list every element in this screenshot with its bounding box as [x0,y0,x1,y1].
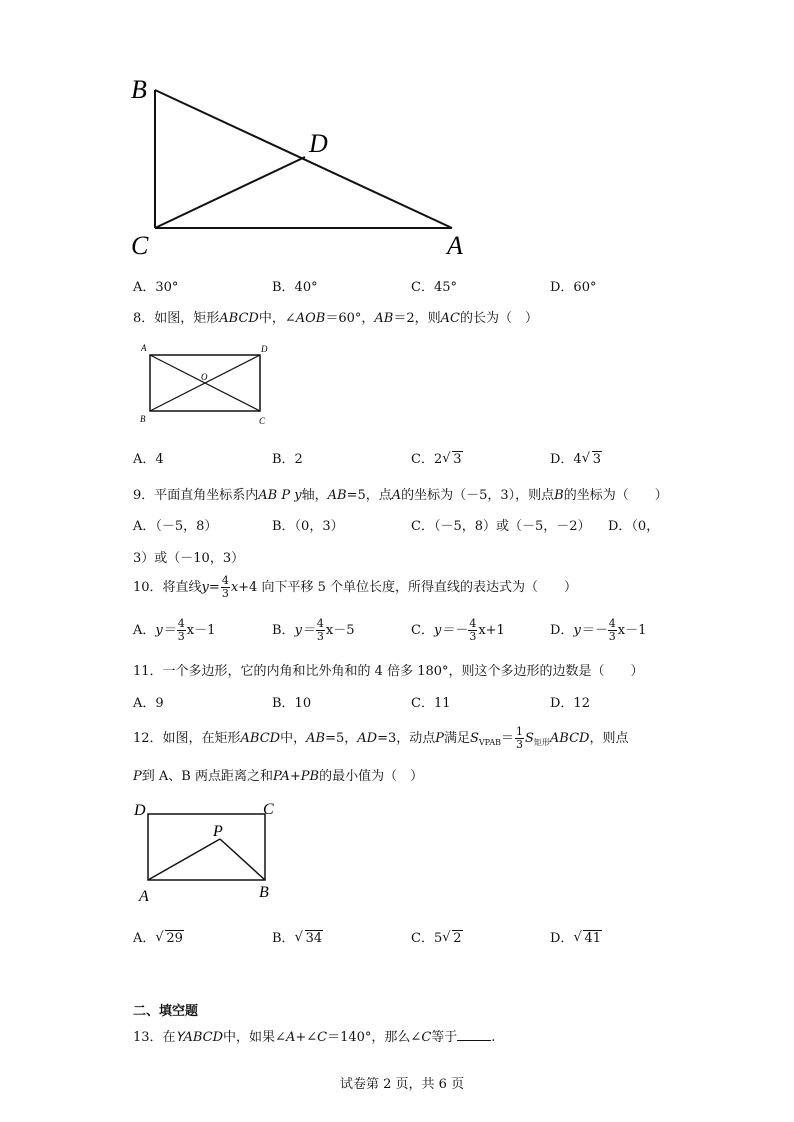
q12-text: =3，动点 [377,731,436,746]
expr: x+1 [478,623,505,638]
q8-var: AB [374,311,394,326]
q13-text: 13．在 [133,1030,176,1045]
option-label: D． [550,623,574,638]
radicand: 34 [305,931,323,946]
q8-text: 的长为（ ） [459,311,538,326]
q12-text: =5， [325,731,358,746]
denominator: 3 [469,630,477,643]
q12-text: 中， [280,731,307,746]
q8-var: AC [440,311,460,326]
q8-option-b: B．2 [272,452,303,467]
q12-option-b [272,927,323,946]
q12-text: 满足 [443,731,470,746]
q9-var: B [554,488,564,503]
option-label: A． [133,623,156,638]
q10-var: x [230,580,239,595]
q9-option-c: C．（－5，8）或（－5，－2） [411,519,591,534]
q9-option-a: A．（－5，8） [133,519,218,534]
q8-text: ＝2，则 [393,311,441,326]
label-B: B [131,75,147,104]
radicand: 3 [592,452,601,467]
numerator: 4 [469,617,477,630]
q9-text: =5，点 [346,488,392,503]
q11-option-d: D．12 [550,696,590,711]
q12-text: 到 A、B 两点距离之和 [141,769,273,784]
radicand: 3 [453,452,462,467]
q12-var: P [435,731,444,746]
label-B: B [259,884,269,901]
q13-var: C [421,1030,432,1045]
q10-option-d [550,618,646,643]
q8-option-c-text: C．2 [411,452,443,467]
option-label: B． [272,623,295,638]
q9-text: 9．平面直角坐标系内 [133,488,259,503]
denominator: 3 [177,630,185,643]
radicand: 41 [584,931,601,946]
q13-text: 中，如果∠ [223,1030,286,1045]
question-13 [133,1026,495,1045]
q9-var: A [391,488,402,503]
sqrt-symbol [155,931,184,946]
q9-option-d: D．（0， [608,519,660,534]
q10-option-c [411,618,505,643]
numerator: 1 [516,725,524,738]
q8-var: AOB [295,311,326,326]
expr: x－1 [617,623,647,638]
rectangle-figure-q12 [128,795,288,905]
q8-text: 8．如图，矩形 [133,311,220,326]
option-label: D． [550,931,574,946]
sqrt-symbol [573,931,602,946]
question-8 [133,307,538,326]
question-10 [133,575,577,600]
section-heading: 二、填空题 [133,1004,199,1019]
label-A: A [141,343,147,353]
q13-text: . [491,1030,496,1045]
label-D: D [309,129,328,158]
q12-text: ，则点 [589,731,629,746]
question-12-line2 [133,765,423,784]
q11-option-b: B．10 [272,696,312,711]
answer-blank [457,1028,491,1041]
radicand: 29 [166,931,183,946]
q7-option-b: B．40° [272,280,318,295]
label-A: A [447,231,463,260]
q8-option-c [411,448,463,467]
q10-text: = [208,580,220,595]
q9-text: 的坐标为（－5，3），则点 [401,488,555,503]
q8-option-a: A．4 [133,452,164,467]
q12-var: AB [306,731,326,746]
rectangle-figure-q8 [135,340,275,430]
expr: y＝－ [573,623,607,638]
q11-option-c: C．11 [411,696,451,711]
sqrt-symbol [582,452,602,467]
q9-text: 的坐标为（ ） [563,488,668,503]
q9-option-b: B．（0，3） [272,519,344,534]
subscript: VPAB [478,738,501,747]
q7-option-c: C．45° [411,280,457,295]
subscript: 矩形 [533,738,550,747]
q7-option-d: D．60° [550,280,597,295]
q13-text: +∠ [295,1030,318,1045]
q12-var: PA+PB [272,769,320,784]
label-C: C [259,416,266,426]
label-B: B [140,414,146,424]
q12-var: AD [357,731,378,746]
option-label: A． [133,931,156,946]
q12-var: P [133,769,142,784]
expr: x－1 [186,623,216,638]
q13-text: 等于 [431,1030,458,1045]
fraction [177,618,186,643]
label-P: P [213,823,223,840]
numerator: 4 [316,617,324,630]
label-A: A [139,888,149,905]
sqrt-symbol [295,931,324,946]
expr: y＝ [294,623,315,638]
q12-option-a [133,927,184,946]
q12-text: 12．如图，在矩形 [133,731,241,746]
question-9 [133,484,668,503]
q12-option-d [550,927,602,946]
question-12 [133,726,629,751]
q10-text: +4 向下平移 5 个单位长度，所得直线的表达式为（ ） [238,580,577,595]
q8-text: ＝60°， [325,311,375,326]
numerator: 4 [608,617,616,630]
option-label: C． [411,623,434,638]
label-O: O [201,372,208,382]
q8-text: 中，∠ [258,311,296,326]
q8-option-d-text: D．4 [550,452,582,467]
fraction [608,618,617,643]
q10-var: y [201,580,209,595]
q13-var: C [317,1030,328,1045]
question-11: 11．一个多边形，它的内角和比外角和的 4 倍多 180°，则这个多边形的边数是（ ） [133,664,644,679]
fraction [515,726,524,751]
label-C: C [263,801,274,818]
q8-var: ABCD [219,311,259,326]
denominator: 3 [316,630,324,643]
q13-var: A [285,1030,296,1045]
denominator: 3 [221,587,229,600]
numerator: 4 [221,574,229,587]
q10-text: 10．将直线 [133,580,202,595]
q8-option-d [550,448,602,467]
label-C: C [131,231,149,260]
expr: y＝ [155,623,176,638]
page-footer: 试卷第 2 页，共 6 页 [340,1077,465,1092]
q10-option-b [272,618,355,643]
q13-var: ꓬABCD [175,1030,224,1045]
area-symbol: S [470,731,479,746]
sqrt-symbol [442,931,462,946]
expr: x－5 [325,623,355,638]
label-D: D [134,802,146,819]
q11-option-a: A．9 [133,696,164,711]
option-label: C．5 [411,931,443,946]
q10-option-a [133,618,215,643]
radicand: 2 [453,931,462,946]
q9-var: AB [327,488,347,503]
sqrt-symbol [442,452,462,467]
q7-option-a: A．30° [133,280,179,295]
q12-text: 的最小值为（ ） [319,769,424,784]
label-D: D [261,344,268,354]
option-label: B． [272,931,295,946]
q13-text: ＝140°，那么∠ [327,1030,422,1045]
fraction [316,618,325,643]
q9-var: AB P y [258,488,302,503]
denominator: 3 [516,738,524,751]
fraction [468,618,477,643]
q12-option-c [411,927,463,946]
triangle-figure-q7 [125,70,475,260]
q12-var: ABCD [549,731,590,746]
q9-text: 轴， [301,488,328,503]
fraction [221,575,230,600]
denominator: 3 [608,630,616,643]
area-symbol: S [525,731,534,746]
q9-option-d-cont: 3）或（－10，3） [133,551,245,566]
expr: y＝－ [433,623,468,638]
q12-text: ＝ [501,731,515,746]
numerator: 4 [177,617,185,630]
q12-var: ABCD [240,731,281,746]
